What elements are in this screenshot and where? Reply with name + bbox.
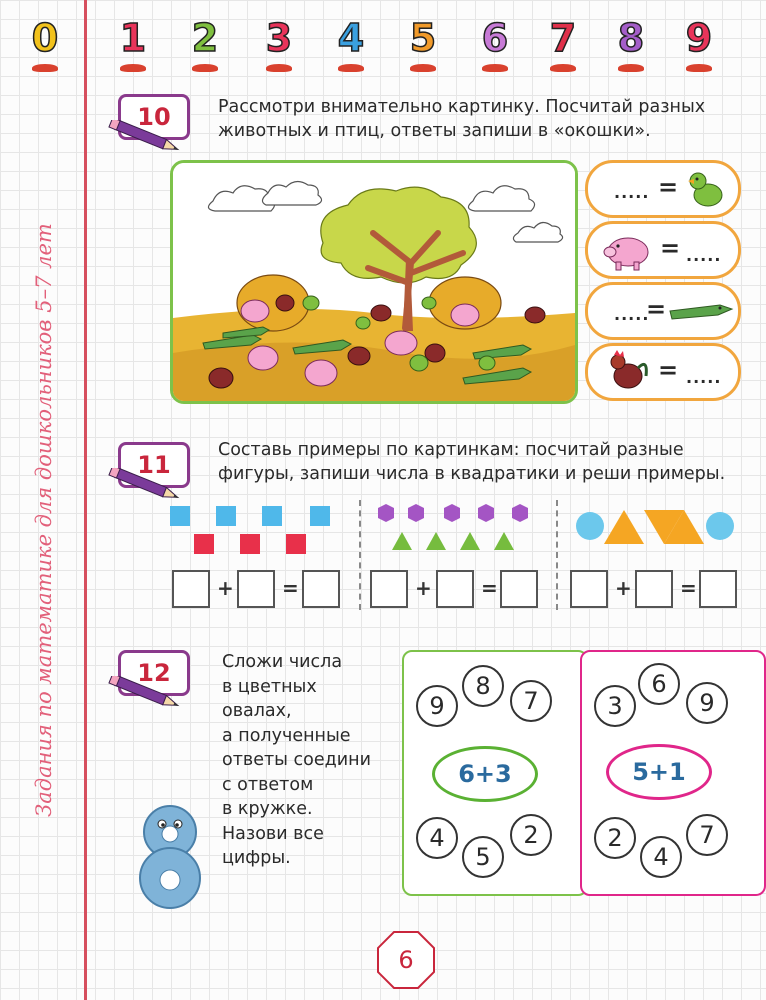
number-circle[interactable]: 7 — [510, 680, 552, 722]
shapes-circles-panel — [572, 506, 742, 550]
digit-character-6: 6 — [468, 12, 522, 78]
plus-sign: + — [217, 576, 234, 600]
sum-oval[interactable]: 6+3 — [432, 746, 538, 802]
purple-hexagon-icon — [512, 504, 528, 522]
purple-hexagon-icon — [408, 504, 424, 522]
blue-square-icon — [262, 506, 282, 526]
answer-square[interactable] — [570, 570, 608, 608]
crocodile-icon — [668, 299, 734, 323]
number-circle[interactable]: 6 — [638, 663, 680, 705]
digits-header — [12, 12, 732, 78]
number-circle[interactable]: 2 — [510, 814, 552, 856]
green-triangle-icon — [426, 532, 446, 550]
dashed-separator — [556, 500, 558, 610]
answer-square[interactable] — [635, 570, 673, 608]
pencil-icon — [106, 120, 188, 154]
task-10-instruction: Рассмотри внимательно картинку. Посчитай разных животных и птиц, ответы запиши в «окошки». — [218, 97, 706, 141]
digit-character-9: 9 — [672, 12, 726, 78]
farm-scene-picture — [170, 160, 578, 404]
cyan-circle-icon — [706, 512, 734, 540]
task-11-instruction: Составь примеры по картинкам: посчитай разные фигуры, запиши числа в квадратики и реши примеры. — [218, 440, 726, 484]
number-circle[interactable]: 3 — [594, 685, 636, 727]
red-square-icon — [194, 534, 214, 554]
answer-square[interactable] — [436, 570, 474, 608]
digit-character-1: 1 — [106, 12, 160, 78]
answer-square[interactable] — [370, 570, 408, 608]
digit-character-3: 3 — [252, 12, 306, 78]
task-12-instruction: Сложи числа в цветных овалах, а полученные ответы соедини с ответом в кружке. Назови все цифры. — [222, 652, 371, 868]
green-triangle-icon — [494, 532, 514, 550]
number-circle[interactable]: 7 — [686, 814, 728, 856]
purple-hexagon-icon — [478, 504, 494, 522]
fluffy-eight-mascot-icon — [130, 800, 210, 910]
digit-character-4: 4 — [324, 12, 378, 78]
blue-square-icon — [216, 506, 236, 526]
digit-character-7: 7 — [536, 12, 590, 78]
answer-box-duckling[interactable]: ..... = — [585, 160, 741, 218]
answer-square[interactable] — [500, 570, 538, 608]
sum-oval[interactable]: 5+1 — [606, 744, 712, 800]
number-circle[interactable]: 8 — [462, 665, 504, 707]
answer-square[interactable] — [699, 570, 737, 608]
green-triangle-icon — [460, 532, 480, 550]
digit-character-2: 2 — [178, 12, 232, 78]
pig-icon — [602, 230, 652, 272]
equals-sign: = — [481, 576, 498, 600]
purple-hexagon-icon — [378, 504, 394, 522]
digit-character-0: 0 — [18, 12, 72, 78]
digit-character-5: 5 — [396, 12, 450, 78]
rooster-icon — [604, 348, 650, 394]
number-circle[interactable]: 4 — [640, 836, 682, 878]
answer-square[interactable] — [237, 570, 275, 608]
number-circle[interactable]: 2 — [594, 817, 636, 859]
red-square-icon — [240, 534, 260, 554]
page-number: 6 — [398, 946, 414, 974]
vertical-book-title: Задания по математике для дошкольников 5–7 лет — [32, 223, 56, 817]
purple-hexagon-icon — [444, 504, 460, 522]
cyan-circle-icon — [576, 512, 604, 540]
duckling-icon — [684, 167, 728, 211]
number-circle[interactable]: 9 — [416, 685, 458, 727]
number-circle[interactable]: 5 — [462, 836, 504, 878]
red-square-icon — [286, 534, 306, 554]
task-11-badge: 11 — [118, 442, 190, 488]
orange-triangle-icon — [604, 510, 644, 544]
number-circle[interactable]: 9 — [686, 682, 728, 724]
dashed-separator — [359, 500, 361, 610]
answer-square[interactable] — [302, 570, 340, 608]
farm-scene-illustration — [173, 163, 575, 401]
task-12-badge: 12 — [118, 650, 190, 696]
answer-box-rooster[interactable]: = ..... — [585, 343, 741, 401]
plus-sign: + — [415, 576, 432, 600]
pencil-icon — [106, 468, 188, 502]
green-triangle-icon — [392, 532, 412, 550]
answer-square[interactable] — [172, 570, 210, 608]
blue-square-icon — [170, 506, 190, 526]
margin-line — [84, 0, 87, 1000]
answer-box-crocodile[interactable]: ..... = — [585, 282, 741, 340]
shapes-hexagons-panel — [372, 502, 542, 556]
equals-sign: = — [680, 576, 697, 600]
blue-square-icon — [310, 506, 330, 526]
equals-sign: = — [282, 576, 299, 600]
digit-character-8: 8 — [604, 12, 658, 78]
number-circle[interactable]: 4 — [416, 817, 458, 859]
task-10-badge: 10 — [118, 94, 190, 140]
shapes-squares-panel — [166, 504, 346, 556]
pencil-icon — [106, 676, 188, 710]
answer-box-pig[interactable]: = ..... — [585, 221, 741, 279]
plus-sign: + — [615, 576, 632, 600]
